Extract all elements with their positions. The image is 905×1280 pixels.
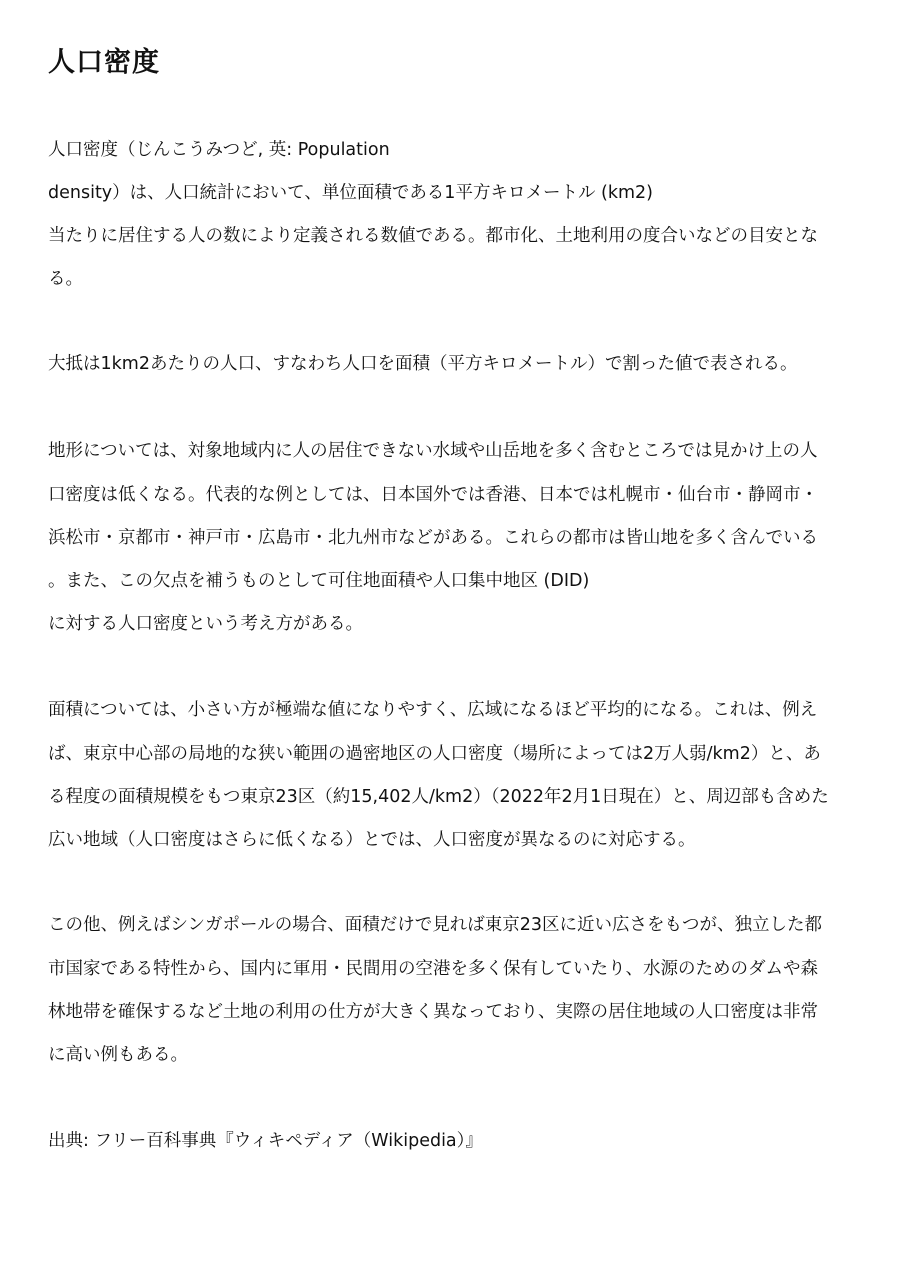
paragraph-1-line-3: 当たりに居住する人の数により定義される数値である。都市化、土地利用の度合いなどの目安とな	[48, 226, 818, 246]
paragraph-3-line-1: 地形については、対象地域内に人の居住できない水域や山岳地を多く含むところでは見かけ上の人	[48, 441, 818, 461]
paragraph-4-line-4: 広い地域（人口密度はさらに低くなる）とでは、人口密度が異なるのに対応する。	[48, 830, 696, 850]
paragraph-3-line-3: 浜松市・京都市・神戸市・広島市・北九州市などがある。これらの都市は皆山地を多く含んでいる	[48, 528, 818, 548]
paragraph-5-line-2: 市国家である特性から、国内に軍用・民間用の空港を多く保有していたり、水源のためのダムや森	[48, 959, 818, 979]
paragraph-3-line-2: 口密度は低くなる。代表的な例としては、日本国外では香港、日本では札幌市・仙台市・静岡市・	[48, 485, 818, 505]
paragraph-3-line-5: に対する人口密度という考え方がある。	[48, 614, 363, 634]
paragraph-5-line-1: この他、例えばシンガポールの場合、面積だけで見れば東京23区に近い広さをもつが、独立した都	[48, 915, 822, 935]
paragraph-3-line-4: 。また、この欠点を補うものとして可住地面積や人口集中地区 (DID)	[48, 571, 590, 591]
paragraph-1-line-2: density）は、人口統計において、単位面積である1平方キロメートル (km2)	[48, 183, 653, 203]
source-citation: 出典: フリー百科事典『ウィキペディア（Wikipedia）』	[48, 1131, 483, 1151]
page-title: 人口密度	[48, 47, 160, 78]
paragraph-1-line-1: 人口密度（じんこうみつど, 英: Population	[48, 140, 390, 160]
paragraph-5-line-4: に高い例もある。	[48, 1045, 188, 1065]
paragraph-2-line-1: 大抵は1km2あたりの人口、すなわち人口を面積（平方キロメートル）で割った値で表される。	[48, 354, 798, 374]
paragraph-4-line-3: る程度の面積規模をもつ東京23区（約15,402人/km2）（2022年2月1日現在）と、周辺部も含めた	[48, 787, 829, 807]
paragraph-4-line-2: ば、東京中心部の局地的な狭い範囲の過密地区の人口密度（場所によっては2万人弱/km2）と、あ	[48, 744, 821, 764]
paragraph-4-line-1: 面積については、小さい方が極端な値になりやすく、広域になるほど平均的になる。これは、例え	[48, 700, 818, 720]
paragraph-5-line-3: 林地帯を確保するなど土地の利用の仕方が大きく異なっており、実際の居住地域の人口密度は非常	[48, 1002, 818, 1022]
paragraph-1-line-4: る。	[48, 269, 83, 289]
